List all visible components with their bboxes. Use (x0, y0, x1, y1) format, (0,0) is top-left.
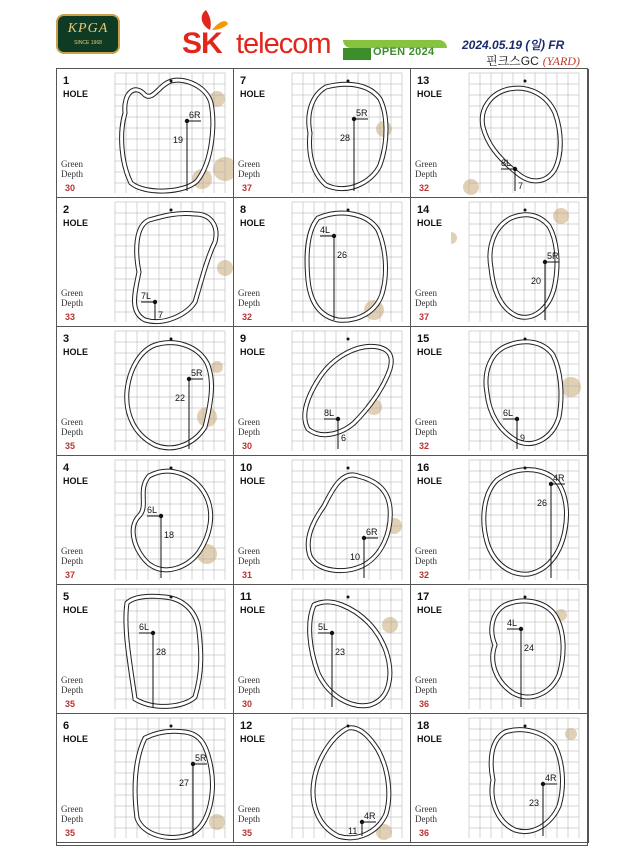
pin-position (330, 631, 334, 635)
depth-text: Depth (61, 169, 83, 179)
hole-number: 2 (63, 204, 70, 216)
open-badge (343, 40, 447, 60)
hole-number: 14 (417, 204, 430, 216)
hole-number: 13 (417, 75, 430, 87)
pin-distance-label: 27 (179, 778, 190, 788)
kpga-logo (56, 14, 120, 54)
kpga-since: SINCE 1968 (74, 40, 102, 46)
pin-side-label: 8L (324, 408, 335, 418)
hole-label: HOLE (240, 476, 266, 486)
pin-distance-label: 10 (350, 552, 361, 562)
hole-number: 7 (240, 75, 247, 87)
depth-text: Depth (238, 427, 260, 437)
kpga-logo-text: KPGA (67, 21, 109, 36)
hole-cell-5 (57, 585, 234, 714)
pin-distance-label: 11 (348, 826, 358, 836)
hole-cell-12 (234, 714, 411, 843)
green-depth-label (238, 675, 260, 695)
green-depth-label (415, 546, 437, 566)
pin-distance-label: 6 (341, 433, 347, 443)
green-depth-value: 35 (65, 828, 76, 838)
green-depth-value: 32 (419, 441, 430, 451)
hole-label: HOLE (417, 605, 443, 615)
green-text: Green (415, 546, 437, 556)
hole-number: 1 (63, 75, 70, 87)
bunker (211, 361, 223, 373)
pin-distance-label: 7 (158, 310, 164, 320)
depth-text: Depth (61, 427, 83, 437)
green-outline (310, 602, 390, 706)
green-outline (307, 213, 385, 320)
page-header (0, 0, 632, 66)
pin-side-label: 5R (191, 368, 203, 378)
pin-side-label: 6L (147, 505, 158, 515)
bunker (561, 377, 581, 397)
green-depth-label (61, 159, 83, 179)
bunker (553, 208, 569, 224)
hole-cell-18 (411, 714, 589, 843)
green-depth-value: 37 (242, 183, 253, 193)
green-depth-label (415, 159, 437, 179)
hole-cell-16 (411, 456, 589, 585)
depth-text: Depth (415, 427, 437, 437)
hole-number: 10 (240, 462, 253, 474)
green-map (274, 456, 411, 585)
green-text: Green (415, 417, 437, 427)
depth-text: Depth (238, 814, 260, 824)
hole-cell-7 (234, 69, 411, 198)
pin-distance-label: 18 (164, 530, 175, 540)
green-depth-value: 36 (419, 828, 430, 838)
pin-distance-label: 22 (175, 393, 186, 403)
depth-text: Depth (238, 298, 260, 308)
green-depth-label (415, 288, 437, 308)
green-depth-label (61, 675, 83, 695)
hole-cell-4 (57, 456, 234, 585)
green-map (97, 585, 234, 714)
green-map (97, 456, 234, 585)
hole-label: HOLE (417, 89, 443, 99)
unit-label: (YARD) (542, 54, 580, 68)
hole-cell-17 (411, 585, 589, 714)
bunker (382, 617, 398, 633)
green-text: Green (415, 159, 437, 169)
hole-number: 6 (63, 720, 70, 732)
green-depth-value: 36 (419, 699, 430, 709)
pin-distance-label: 19 (173, 135, 184, 145)
bunker (213, 157, 234, 181)
green-depth-value: 35 (242, 828, 253, 838)
pin-side-label: 6R (189, 110, 201, 120)
pin-distance-label: 24 (524, 643, 535, 653)
green-outline (122, 80, 213, 191)
pin-side-label: 4R (553, 473, 565, 483)
green-depth-value: 35 (65, 441, 76, 451)
depth-text: Depth (238, 556, 260, 566)
hole-cell-13 (411, 69, 589, 198)
pin-sheet-grid (56, 68, 588, 846)
hole-number: 16 (417, 462, 430, 474)
hole-label: HOLE (63, 605, 89, 615)
green-depth-label (415, 804, 437, 824)
pin-side-label: 5R (547, 251, 559, 261)
pin-side-label: 4L (320, 225, 331, 235)
hole-label: HOLE (240, 218, 266, 228)
green-depth-value: 32 (419, 183, 430, 193)
green-depth-value: 30 (242, 699, 253, 709)
hole-label: HOLE (240, 605, 266, 615)
green-map (451, 585, 588, 714)
hole-cell-3 (57, 327, 234, 456)
depth-text: Depth (238, 685, 260, 695)
pin-side-label: 4R (545, 773, 557, 783)
hole-cell-1 (57, 69, 234, 198)
pin-distance-label: 23 (529, 798, 540, 808)
depth-text: Depth (415, 685, 437, 695)
green-map (451, 198, 588, 327)
green-map (274, 714, 411, 843)
hole-label: HOLE (240, 347, 266, 357)
pin-side-label: 5L (318, 622, 329, 632)
pin-distance-label: 23 (335, 647, 346, 657)
green-text: Green (238, 546, 260, 556)
depth-text: Depth (415, 298, 437, 308)
hole-label: HOLE (240, 89, 266, 99)
green-depth-label (238, 417, 260, 437)
depth-text: Depth (238, 169, 260, 179)
pin-position (513, 167, 517, 171)
pin-position (519, 627, 523, 631)
pin-position (336, 417, 340, 421)
green-text: Green (415, 288, 437, 298)
pin-distance-label: 26 (337, 250, 348, 260)
green-depth-value: 35 (65, 699, 76, 709)
pin-distance-label: 28 (340, 133, 351, 143)
green-map (97, 69, 234, 198)
green-text: Green (415, 804, 437, 814)
pin-side-label: 6L (503, 408, 514, 418)
hole-number: 5 (63, 591, 70, 603)
pin-side-label: 4L (507, 618, 518, 628)
green-text: Green (238, 417, 260, 427)
bunker (451, 232, 457, 244)
hole-label: HOLE (63, 347, 89, 357)
green-map (274, 198, 411, 327)
depth-text: Depth (415, 814, 437, 824)
hole-label: HOLE (417, 218, 443, 228)
green-depth-value: 33 (65, 312, 76, 322)
green-outline (135, 731, 212, 837)
green-depth-label (238, 159, 260, 179)
pin-side-label: 7L (141, 291, 152, 301)
hole-number: 12 (240, 720, 253, 732)
green-text: Green (238, 159, 260, 169)
hole-cell-11 (234, 585, 411, 714)
hole-label: HOLE (63, 89, 89, 99)
green-depth-label (238, 804, 260, 824)
hole-cell-14 (411, 198, 589, 327)
green-depth-value: 30 (65, 183, 76, 193)
hole-label: HOLE (63, 734, 89, 744)
pin-position (515, 417, 519, 421)
pin-side-label: 5R (356, 108, 368, 118)
green-text: Green (61, 417, 83, 427)
green-depth-label (415, 675, 437, 695)
green-map (451, 714, 588, 843)
hole-number: 11 (240, 591, 252, 603)
depth-text: Depth (415, 169, 437, 179)
depth-text: Depth (61, 556, 83, 566)
green-outline (313, 728, 389, 838)
pin-side-label: 5R (195, 753, 207, 763)
pin-distance-label: 26 (537, 498, 548, 508)
green-depth-label (61, 804, 83, 824)
venue (486, 52, 580, 69)
depth-text: Depth (61, 298, 83, 308)
green-depth-label (238, 546, 260, 566)
pin-distance-label: 20 (531, 276, 542, 286)
green-text: Green (61, 288, 83, 298)
hole-number: 3 (63, 333, 70, 345)
hole-number: 15 (417, 333, 430, 345)
green-depth-value: 37 (65, 570, 76, 580)
green-depth-value: 32 (419, 570, 430, 580)
green-text: Green (61, 159, 83, 169)
green-depth-value: 37 (419, 312, 430, 322)
bunker (209, 814, 225, 830)
green-map (97, 198, 234, 327)
hole-label: HOLE (240, 734, 266, 744)
hole-cell-6 (57, 714, 234, 843)
green-map (274, 585, 411, 714)
green-text: Green (61, 546, 83, 556)
green-outline (486, 342, 561, 444)
hole-label: HOLE (63, 218, 89, 228)
sk-logo-text: SK (182, 27, 222, 60)
green-text: Green (61, 804, 83, 814)
green-text: Green (238, 288, 260, 298)
hole-number: 8 (240, 204, 247, 216)
hole-cell-15 (411, 327, 589, 456)
hole-cell-8 (234, 198, 411, 327)
depth-text: Depth (415, 556, 437, 566)
pin-side-label: 6L (139, 622, 150, 632)
depth-text: Depth (61, 685, 83, 695)
open-badge-text: OPEN 2024 (373, 46, 435, 58)
pin-position (332, 234, 336, 238)
green-text: Green (238, 675, 260, 685)
green-text: Green (61, 675, 83, 685)
hole-cell-10 (234, 456, 411, 585)
depth-text: Depth (61, 814, 83, 824)
bunker (565, 728, 577, 740)
green-depth-label (61, 288, 83, 308)
bunker (463, 179, 479, 195)
pin-side-label: 4R (364, 811, 376, 821)
green-depth-value: 32 (242, 312, 253, 322)
green-text: Green (415, 675, 437, 685)
green-map (451, 69, 588, 198)
pin-side-label: 8L (501, 158, 512, 168)
telecom-logo-text: telecom (236, 28, 331, 60)
pin-distance-label: 9 (520, 433, 526, 443)
hole-cell-9 (234, 327, 411, 456)
hole-label: HOLE (63, 476, 89, 486)
pin-distance-label: 7 (518, 181, 524, 191)
pin-distance-label: 28 (156, 647, 167, 657)
hole-label: HOLE (417, 476, 443, 486)
green-depth-label (61, 417, 83, 437)
hole-label: HOLE (417, 734, 443, 744)
event-date: 2024.05.19 (일) FR (462, 38, 565, 52)
green-text: Green (238, 804, 260, 814)
green-map (451, 327, 588, 456)
venue-name: 핀크스GC (486, 54, 539, 68)
green-depth-label (238, 288, 260, 308)
pin-position (159, 514, 163, 518)
green-map (97, 714, 234, 843)
green-map (97, 327, 234, 456)
hole-number: 17 (417, 591, 430, 603)
green-map (274, 327, 411, 456)
hole-cell-2 (57, 198, 234, 327)
hole-label: HOLE (417, 347, 443, 357)
hole-number: 9 (240, 333, 247, 345)
pin-side-label: 6R (366, 527, 378, 537)
green-depth-label (61, 546, 83, 566)
pin-position (153, 300, 157, 304)
hole-number: 4 (63, 462, 70, 474)
hole-number: 18 (417, 720, 430, 732)
green-depth-value: 30 (242, 441, 253, 451)
green-depth-label (415, 417, 437, 437)
green-depth-value: 31 (242, 570, 253, 580)
green-map (274, 69, 411, 198)
green-map (451, 456, 588, 585)
pin-position (151, 631, 155, 635)
